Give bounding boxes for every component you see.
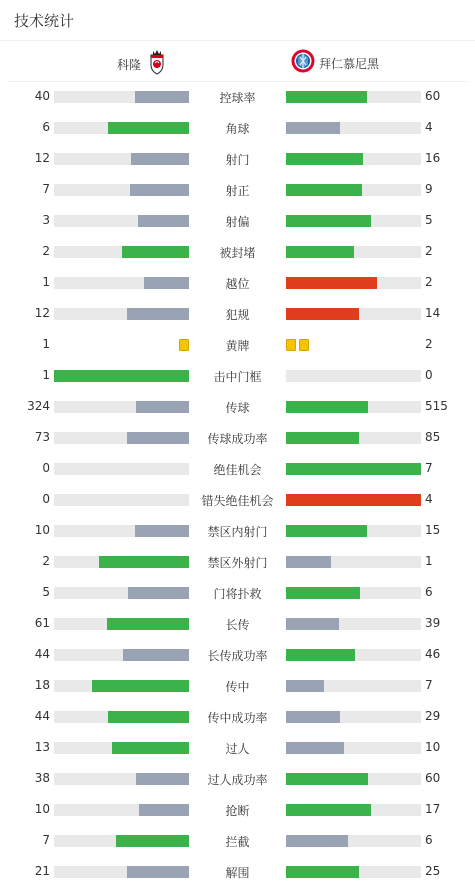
home-stat-bar [54,401,189,413]
away-stat-bar [286,277,421,289]
home-stat-bar [54,246,189,258]
away-stat-bar-fill [286,711,340,723]
away-stat-value: 4 [425,492,433,506]
home-stat-bar [54,587,189,599]
away-stat-value: 7 [425,678,433,692]
home-stat-bar [54,122,189,134]
home-stat-value: 1 [42,275,50,289]
away-stat-value: 2 [425,244,433,258]
stat-row [0,826,475,857]
away-stat-value: 0 [425,368,433,382]
fc-koln-crest-icon [147,49,167,79]
stat-label: 传球成功率 [207,432,268,446]
stat-label: 绝佳机会 [213,463,262,477]
away-stat-value: 29 [425,709,441,723]
stat-label: 禁区外射门 [207,556,268,570]
home-stat-bar [54,556,189,568]
home-stat-value: 10 [34,802,50,816]
stat-row [0,361,475,392]
away-stat-bar-fill [286,618,339,630]
away-stat-bar [286,122,421,134]
home-stat-bar [54,866,189,878]
stat-label: 射门 [225,153,250,167]
stat-label: 被封堵 [219,246,256,260]
home-stat-bar-fill [136,401,189,413]
home-stat-value: 7 [42,182,50,196]
stat-label: 过人成功率 [207,773,268,787]
home-team-name: 科隆 [116,57,141,72]
home-stat-bar-fill [127,308,189,320]
stat-row [0,113,475,144]
away-stat-bar [286,308,421,320]
away-stat-bar-fill [286,246,354,258]
home-stat-bar [54,91,189,103]
stat-row [0,423,475,454]
away-stat-bar [286,370,421,382]
away-stat-bar [286,494,421,506]
away-stat-bar [286,835,421,847]
stat-row [0,547,475,578]
home-stat-bar [54,308,189,320]
home-stat-value: 3 [42,213,50,227]
stat-row [0,485,475,516]
home-stat-bar-fill [122,246,190,258]
away-stat-value: 16 [425,151,441,165]
page-title: 技术统计 [14,11,75,30]
home-stat-bar [54,153,189,165]
bayern-munich-crest-icon [291,49,315,77]
home-stat-value: 61 [34,616,50,630]
home-stat-bar [54,835,189,847]
away-stat-bar-fill [286,773,368,785]
away-stat-value: 85 [425,430,441,444]
away-stat-bar-fill [286,680,324,692]
stat-row [0,795,475,826]
away-stat-bar-fill [286,556,331,568]
stat-label: 控球率 [219,91,256,105]
home-stat-bar-fill [144,277,189,289]
stat-label: 犯规 [225,308,250,322]
away-stat-bar-fill [286,91,367,103]
home-stat-value: 18 [34,678,50,692]
home-stat-bar [54,618,189,630]
teams-header [8,41,467,82]
home-stat-bar [54,463,189,475]
stat-row [0,578,475,609]
home-stat-bar-fill [112,742,189,754]
home-stat-value: 1 [42,368,50,382]
stat-row [0,733,475,764]
stat-label: 长传成功率 [207,649,268,663]
away-stat-value: 39 [425,616,441,630]
away-stat-value: 60 [425,771,441,785]
home-stat-value: 6 [42,120,50,134]
away-stat-bar [286,618,421,630]
home-stat-value: 12 [34,151,50,165]
stat-row [0,144,475,175]
away-stat-bar [286,432,421,444]
stat-label: 角球 [225,122,250,136]
yellow-card-icon [179,339,189,351]
home-stat-value: 5 [42,585,50,599]
away-stat-bar-fill [286,184,362,196]
stat-label: 抢断 [225,804,250,818]
home-stat-bar-fill [116,835,189,847]
away-stat-bar-fill [286,277,377,289]
away-stat-bar [286,246,421,258]
away-team[interactable] [291,49,379,77]
home-team[interactable] [117,49,167,79]
away-team-name: 拜仁慕尼黑 [319,56,380,71]
away-stat-value: 6 [425,585,433,599]
home-stat-bar [54,184,189,196]
home-stat-bar [54,525,189,537]
stats-list [0,82,475,888]
away-stat-value: 4 [425,120,433,134]
home-stat-bar-fill [123,649,189,661]
home-stat-value: 10 [34,523,50,537]
stat-label: 传中成功率 [207,711,268,725]
home-stat-value: 21 [34,864,50,878]
yellow-card-icon [286,339,296,351]
stat-row [0,82,475,113]
home-stat-value: 12 [34,306,50,320]
away-stat-bar-fill [286,122,340,134]
stat-label: 射偏 [225,215,250,229]
stat-row [0,268,475,299]
away-stat-bar [286,587,421,599]
stat-row [0,609,475,640]
stat-label: 过人 [225,742,250,756]
stat-label: 禁区内射门 [207,525,268,539]
stat-label: 越位 [225,277,250,291]
stat-row [0,299,475,330]
away-stat-value: 2 [425,337,433,351]
stat-label: 解围 [225,866,250,880]
away-stat-value: 515 [425,399,448,413]
home-stat-value: 13 [34,740,50,754]
away-stat-bar [286,649,421,661]
away-stat-bar [286,742,421,754]
away-stat-bar [286,773,421,785]
stat-row [0,671,475,702]
away-stat-bar [286,866,421,878]
away-stat-value: 10 [425,740,441,754]
away-stat-bar-fill [286,494,421,506]
away-stat-bar [286,556,421,568]
away-stat-bar-fill [286,432,359,444]
stat-row [0,237,475,268]
away-stat-value: 14 [425,306,441,320]
away-stat-bar-fill [286,308,359,320]
away-stat-bar [286,804,421,816]
away-stat-value: 2 [425,275,433,289]
home-stat-bar [54,370,189,382]
away-stat-bar-fill [286,835,348,847]
home-stat-bar [54,742,189,754]
home-stat-bar-fill [99,556,190,568]
home-stat-bar-fill [108,711,189,723]
stat-label: 射正 [225,184,250,198]
home-stat-bar [54,680,189,692]
home-stat-bar-fill [108,122,189,134]
home-stat-bar [54,773,189,785]
title-bar [0,0,475,41]
away-stat-bar [286,711,421,723]
home-stat-bar [54,432,189,444]
home-stat-value: 2 [42,554,50,568]
home-stat-value: 44 [34,709,50,723]
away-stat-value: 1 [425,554,433,568]
away-stat-bar [286,184,421,196]
away-stat-value: 17 [425,802,441,816]
home-stat-bar [54,494,189,506]
stat-row [0,392,475,423]
home-stat-value: 324 [27,399,50,413]
away-stat-bar [286,91,421,103]
stat-row [0,175,475,206]
home-stat-bar-fill [131,153,189,165]
home-stat-bar [54,215,189,227]
home-stat-bar-fill [128,587,189,599]
away-stat-value: 15 [425,523,441,537]
away-stat-value: 25 [425,864,441,878]
home-yellow-cards [179,339,189,351]
away-stat-bar-fill [286,649,355,661]
stat-row [0,764,475,795]
stat-label: 错失绝佳机会 [201,494,274,508]
home-stat-value: 1 [42,337,50,351]
home-stat-value: 44 [34,647,50,661]
away-stat-bar-fill [286,153,363,165]
away-yellow-cards [286,339,309,351]
home-stat-bar [54,649,189,661]
away-stat-bar [286,215,421,227]
away-stat-bar [286,680,421,692]
away-stat-bar-fill [286,401,368,413]
stat-row [0,516,475,547]
away-stat-bar-fill [286,587,360,599]
away-stat-bar-fill [286,215,371,227]
home-stat-bar-fill [127,432,189,444]
home-stat-bar-fill [135,91,189,103]
away-stat-value: 5 [425,213,433,227]
away-stat-value: 6 [425,833,433,847]
home-stat-bar-fill [127,866,189,878]
home-stat-value: 2 [42,244,50,258]
stat-label: 拦截 [225,835,250,849]
home-stat-bar-fill [107,618,189,630]
away-stat-value: 46 [425,647,441,661]
home-stat-bar-fill [135,525,189,537]
home-stat-bar-fill [136,773,189,785]
stat-row [0,857,475,888]
away-stat-bar-fill [286,742,344,754]
stat-label: 长传 [225,618,250,632]
home-stat-bar-fill [130,184,189,196]
away-stat-value: 9 [425,182,433,196]
stat-row [0,640,475,671]
away-stat-bar [286,153,421,165]
home-stat-value: 73 [34,430,50,444]
away-stat-bar-fill [286,525,367,537]
stat-row [0,454,475,485]
home-stat-value: 7 [42,833,50,847]
home-stat-bar-fill [92,680,189,692]
home-stat-value: 0 [42,461,50,475]
away-stat-bar-fill [286,866,359,878]
away-stat-value: 60 [425,89,441,103]
home-stat-bar-fill [139,804,189,816]
yellow-card-icon [299,339,309,351]
stat-label: 黄牌 [225,339,250,353]
away-stat-bar [286,525,421,537]
stat-label: 门将扑救 [213,587,262,601]
home-stat-bar-fill [138,215,189,227]
stat-label: 击中门框 [213,370,262,384]
home-stat-value: 40 [34,89,50,103]
stat-row [0,330,475,361]
away-stat-bar-fill [286,804,371,816]
away-stat-bar-fill [286,463,421,475]
stat-row [0,206,475,237]
stat-label: 传中 [225,680,250,694]
home-stat-bar [54,804,189,816]
away-stat-bar [286,401,421,413]
away-stat-value: 7 [425,461,433,475]
home-stat-bar [54,711,189,723]
away-stat-bar [286,463,421,475]
stat-label: 传球 [225,401,250,415]
home-stat-value: 0 [42,492,50,506]
home-stat-value: 38 [34,771,50,785]
home-stat-bar-fill [54,370,189,382]
stat-row [0,702,475,733]
home-stat-bar [54,277,189,289]
